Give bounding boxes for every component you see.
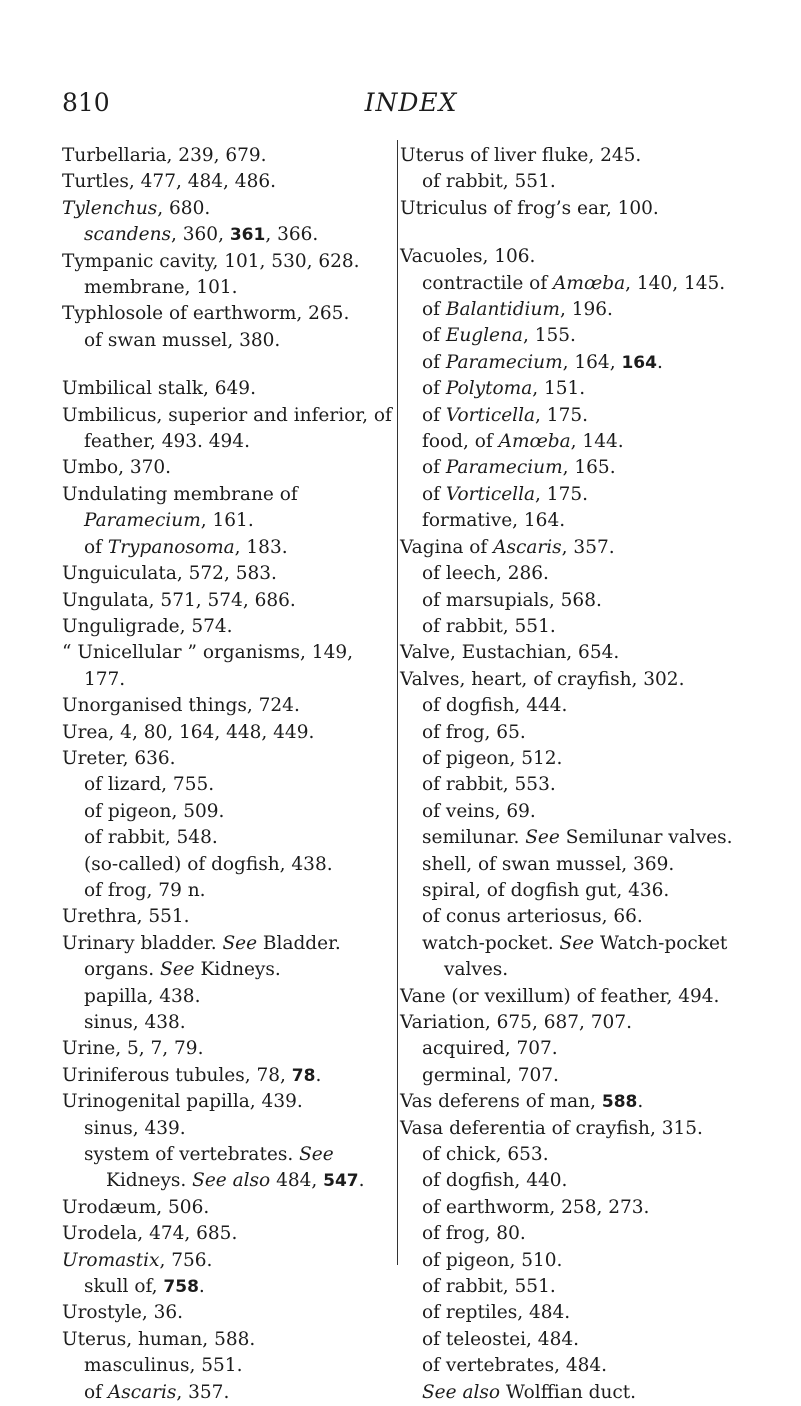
index-entry <box>84 1010 392 1036</box>
index-entry-text: Variation, 675, 687, 707. <box>400 1012 632 1033</box>
index-entry-text: Kidneys. <box>194 959 281 981</box>
index-entry <box>400 640 760 666</box>
index-entry-text: acquired, 707. <box>422 1038 558 1060</box>
index-entry-text: of <box>422 457 446 479</box>
index-entry-text: of pigeon, 509. <box>84 800 225 822</box>
index-entry <box>422 1221 760 1247</box>
index-entry-text: Tylenchus <box>62 197 158 219</box>
index-entry-text: Turbellaria, 239, 679. <box>62 145 267 166</box>
index-entry-text: . <box>315 1064 322 1086</box>
index-entry <box>84 535 392 561</box>
index-entry <box>62 588 392 614</box>
index-entry-text: Ascaris <box>493 536 562 558</box>
index-entry <box>84 825 392 851</box>
index-entry-text: contractile of <box>422 272 554 294</box>
index-entry-text: Umbilicus, superior and inferior, of feather, 493. 494. <box>62 404 392 453</box>
index-entry-text: 758 <box>163 1277 199 1298</box>
index-entry-text: . <box>656 351 663 373</box>
index-entry-text: , 140, 145. <box>625 272 726 294</box>
index-entry <box>84 878 392 904</box>
index-entry <box>422 1380 760 1406</box>
index-entry-text: of dogfish, 440. <box>422 1170 568 1192</box>
page-header <box>62 88 760 128</box>
index-entry-text: Urethra, 551. <box>62 906 190 928</box>
index-entry-text: Unguligrade, 574. <box>62 615 233 637</box>
index-entry <box>62 1248 392 1274</box>
index-entry <box>422 720 760 746</box>
index-entry <box>84 1353 392 1379</box>
index-entry <box>84 1116 392 1142</box>
index-entry <box>62 746 392 772</box>
index-entry-text: semilunar. <box>422 827 526 849</box>
index-entry <box>422 169 760 195</box>
index-entry-text: 361 <box>229 225 266 246</box>
index-entry <box>84 328 392 354</box>
index-entry-text: Unguiculata, 572, 583. <box>62 563 277 585</box>
index-entry-text: Urinogenital papilla, 439. <box>62 1091 303 1113</box>
index-entry-text: Polytoma <box>445 378 533 400</box>
index-entry <box>422 1168 760 1194</box>
index-entry <box>422 1195 760 1221</box>
index-entry-text: of earthworm, 258, 273. <box>422 1196 650 1218</box>
index-entry-text: Utriculus of frog’s ear, 100. <box>400 197 659 219</box>
index-entry <box>62 693 392 719</box>
index-entry-text: of teleostei, 484. <box>422 1328 579 1350</box>
index-entry-text: Urea, 4, 80, 164, 448, 449. <box>62 721 315 743</box>
index-entry-text: “ Unicellular ” organisms, 149, 177. <box>62 642 353 690</box>
index-entry-text: of pigeon, 510. <box>422 1249 563 1271</box>
index-entry-text: Kidneys. <box>106 1170 193 1192</box>
index-entry-text: Urodela, 474, 685. <box>62 1223 238 1245</box>
index-entry-text: 78 <box>291 1065 316 1086</box>
index-entry-text: Bladder. <box>257 932 341 954</box>
index-entry-text: sinus, 438. <box>84 1012 186 1033</box>
index-entry-text: (so-called) of dogfish, 438. <box>84 853 333 875</box>
index-entry <box>422 403 760 429</box>
index-entry-text: of leech, 286. <box>422 563 549 585</box>
index-entry-text: Umbo, 370. <box>62 457 172 479</box>
index-entry <box>400 535 760 561</box>
index-entry-text: 547 <box>323 1171 359 1192</box>
index-entry <box>422 1274 760 1300</box>
index-entry <box>422 376 760 402</box>
index-entry <box>422 561 760 587</box>
index-entry <box>422 1327 760 1353</box>
index-entry <box>62 482 392 535</box>
index-entry-text: masculinus, 551. <box>84 1355 243 1377</box>
index-entry <box>62 455 392 481</box>
index-entry <box>62 1300 392 1326</box>
index-entry-text: , 155. <box>522 325 576 347</box>
index-entry <box>400 667 760 693</box>
index-entry-text: Valve, Eustachian, 654. <box>400 642 620 664</box>
index-entry-text: of <box>84 536 108 558</box>
index-entry-text: See <box>525 827 560 849</box>
index-entry <box>400 244 760 270</box>
index-entry-text: of frog, 79 n. <box>84 879 206 901</box>
index-entry <box>84 957 392 983</box>
index-entry <box>422 271 760 297</box>
index-entry-text: Urostyle, 36. <box>62 1302 183 1324</box>
index-entry-text: . <box>637 1091 644 1113</box>
index-entry <box>422 429 760 455</box>
index-entry-text: of frog, 65. <box>422 721 526 743</box>
index-entry-text: Paramecium <box>84 510 201 532</box>
index-entry <box>400 196 760 222</box>
index-entry-text: Balantidium <box>445 299 560 321</box>
index-entry-text: Vacuoles, 106. <box>400 246 536 268</box>
index-entry-text: See also <box>192 1170 271 1192</box>
index-entry-text: of <box>422 378 446 400</box>
index-entry-text: of rabbit, 548. <box>84 827 218 849</box>
index-entry-text: Paramecium <box>445 351 563 373</box>
index-entry-text: Euglena <box>445 325 523 347</box>
index-entry <box>400 143 760 169</box>
index-entry <box>62 904 392 930</box>
index-entry <box>422 904 760 930</box>
index-entry <box>422 297 760 323</box>
index-entry-text: of marsupials, 568. <box>422 589 602 611</box>
index-entry-text: food, of <box>422 431 499 453</box>
index-entry <box>62 1089 392 1115</box>
index-entry-text: of dogfish, 444. <box>422 695 568 717</box>
index-entry <box>84 1274 392 1300</box>
index-column-left <box>62 143 392 1406</box>
index-entry-text: of <box>422 404 446 426</box>
index-entry-text: Urodæum, 506. <box>62 1196 210 1218</box>
index-entry <box>62 1036 392 1062</box>
index-entry-text: organs. <box>84 959 161 981</box>
index-entry-text: of conus arteriosus, 66. <box>422 906 643 928</box>
index-entry-text: germinal, 707. <box>422 1064 559 1086</box>
index-entry <box>62 1327 392 1353</box>
index-entry-text: of reptiles, 484. <box>422 1302 571 1324</box>
index-entry-text: See <box>299 1144 334 1166</box>
index-entry-text: Ungulata, 571, 574, 686. <box>62 589 296 611</box>
index-entry-text: Ureter, 636. <box>62 747 176 769</box>
index-entry-text: See also <box>422 1381 501 1403</box>
index-entry <box>62 169 392 195</box>
index-entry-text: system of vertebrates. <box>84 1144 300 1166</box>
index-entry-text: 484, <box>270 1170 324 1192</box>
index-entry <box>422 1063 760 1089</box>
index-entry <box>62 640 392 693</box>
index-entry-text: , 161. <box>200 510 254 532</box>
index-entry-text: Vorticella <box>445 483 536 505</box>
index-entry <box>62 403 392 456</box>
index-entry <box>422 746 760 772</box>
index-entry-text: Urinary bladder. <box>62 932 223 954</box>
index-entry <box>62 249 392 275</box>
index-entry <box>422 878 760 904</box>
index-entry-text: , 680. <box>157 197 211 219</box>
index-entry <box>422 1036 760 1062</box>
index-entry-text: Vorticella <box>445 404 536 426</box>
index-entry-text: of swan mussel, 380. <box>84 329 281 351</box>
index-entry-text: Vane (or vexillum) of feather, 494. <box>400 985 720 1007</box>
index-entry-text: Ascaris <box>107 1381 177 1403</box>
index-entry <box>400 1116 760 1142</box>
page-number: 810 <box>62 88 110 117</box>
index-entry-text: of vertebrates, 484. <box>422 1355 608 1377</box>
index-entry-text: , 357. <box>561 536 615 558</box>
index-entry-text: of <box>422 325 446 347</box>
index-entry-text: Tympanic cavity, 101, 530, 628. <box>62 250 360 272</box>
index-entry <box>422 1248 760 1274</box>
index-entry <box>62 196 392 222</box>
index-entry-text: sinus, 439. <box>84 1117 186 1139</box>
index-entry-text: spiral, of dogfish gut, 436. <box>422 879 670 901</box>
index-entry-text: 164 <box>621 352 657 373</box>
index-entry <box>62 561 392 587</box>
index-entry-text: Semilunar valves. <box>559 827 733 849</box>
index-entry-text: of veins, 69. <box>422 800 536 822</box>
index-entry-text: , 360, <box>171 224 230 246</box>
index-entry-text: Umbilical stalk, 649. <box>62 378 256 400</box>
index-entry <box>62 614 392 640</box>
index-entry-text: , 175. <box>535 404 588 426</box>
index-entry <box>62 931 392 957</box>
index-entry <box>62 143 392 169</box>
index-entry-text: Trypanosoma <box>107 536 235 558</box>
index-entry-text: , 144. <box>570 431 624 453</box>
index-entry-text: of chick, 653. <box>422 1144 549 1166</box>
index-entry-text: of rabbit, 551. <box>422 1276 556 1298</box>
column-divider <box>397 140 398 1265</box>
index-entry-text: Undulating membrane of <box>62 483 298 505</box>
index-entry-text: Typhlosole of earthworm, 265. <box>62 303 350 325</box>
index-entry-text: , 183. <box>234 536 288 558</box>
index-entry-text: of pigeon, 512. <box>422 747 563 769</box>
index-entry-text: of <box>422 299 446 321</box>
index-entry-text: scandens <box>84 224 171 246</box>
index-entry-text: Turtles, 477, 484, 486. <box>62 171 276 193</box>
index-entry-text: papilla, 438. <box>84 985 201 1007</box>
index-entry <box>84 1142 392 1195</box>
index-entry <box>422 825 760 851</box>
index-entry-text: Valves, heart, of crayfish, 302. <box>400 668 685 690</box>
index-entry-text: , 151. <box>532 378 586 400</box>
index-entry-text: of <box>422 483 446 505</box>
index-entry-text: Watch-pocket valves. <box>444 932 728 981</box>
index-entry-text: 588 <box>601 1092 638 1113</box>
index-entry-text: Unorganised things, 724. <box>62 695 300 717</box>
index-entry-text: , 357. <box>176 1381 230 1403</box>
index-entry <box>400 1089 760 1115</box>
index-entry-text: membrane, 101. <box>84 277 238 299</box>
index-entry-text: of rabbit, 551. <box>422 171 556 193</box>
index-entry <box>62 1221 392 1247</box>
index-entry-text: . <box>358 1170 365 1192</box>
index-entry <box>422 614 760 640</box>
index-entry <box>62 376 392 402</box>
index-entry-text: Uterus of liver fluke, 245. <box>400 145 642 166</box>
index-entry-text: See <box>222 932 258 954</box>
index-entry <box>84 772 392 798</box>
index-entry-text: Uriniferous tubules, 78, <box>62 1064 292 1086</box>
index-entry <box>422 1300 760 1326</box>
index-entry <box>84 852 392 878</box>
index-entry-text: of rabbit, 551. <box>422 615 556 637</box>
index-entry-text: See <box>559 932 595 954</box>
index-entry-text: of lizard, 755. <box>84 774 215 796</box>
index-entry <box>62 1063 392 1089</box>
index-entry <box>62 720 392 746</box>
index-entry-text: of <box>422 351 446 373</box>
index-entry <box>422 693 760 719</box>
index-column-right <box>400 143 760 1406</box>
index-entry-text: watch-pocket. <box>422 932 560 954</box>
index-entry-text: , 164, <box>562 351 622 373</box>
index-entry <box>400 1010 760 1036</box>
index-entry-text: Vagina of <box>400 536 494 558</box>
index-entry <box>422 852 760 878</box>
index-entry <box>62 301 392 327</box>
index-entry-text: skull of, <box>84 1276 164 1298</box>
index-entry <box>422 323 760 349</box>
index-entry-text: Vas deferens of man, <box>400 1091 602 1113</box>
index-entry <box>84 799 392 825</box>
index-entry <box>422 799 760 825</box>
running-title: INDEX <box>364 88 458 117</box>
index-entry <box>422 455 760 481</box>
index-entry <box>84 222 392 248</box>
index-entry <box>422 508 760 534</box>
index-entry <box>422 1353 760 1379</box>
index-entry <box>422 772 760 798</box>
index-entry-text: See <box>160 959 195 981</box>
index-entry <box>84 275 392 301</box>
index-entry <box>422 931 760 984</box>
index-entry-text: Vasa deferentia of crayfish, 315. <box>400 1117 703 1139</box>
index-entry <box>422 350 760 376</box>
index-entry-text: Amœba <box>498 431 571 453</box>
index-entry-text: , 165. <box>562 457 616 479</box>
index-entry-text: shell, of swan mussel, 369. <box>422 853 675 875</box>
index-entry <box>422 482 760 508</box>
index-entry <box>422 588 760 614</box>
index-entry-text: , 196. <box>559 299 613 321</box>
index-entry-text: Uromastix <box>62 1249 160 1271</box>
index-entry-text: formative, 164. <box>422 510 566 532</box>
index-entry-text: Paramecium <box>445 457 563 479</box>
index-entry-text: . <box>198 1276 205 1298</box>
index-entry <box>400 984 760 1010</box>
index-entry-text: of frog, 80. <box>422 1223 526 1245</box>
index-entry-text: of rabbit, 553. <box>422 774 556 796</box>
index-entry-text: Amœba <box>553 272 626 294</box>
index-entry-text: , 175. <box>535 483 588 505</box>
index-entry <box>62 1195 392 1221</box>
index-entry-text: Uterus, human, 588. <box>62 1328 256 1350</box>
index-entry-text: of <box>84 1381 108 1403</box>
index-entry-text: , 756. <box>159 1249 213 1271</box>
index-entry <box>422 1142 760 1168</box>
index-entry <box>84 984 392 1010</box>
index-entry-text: , 366. <box>265 224 319 246</box>
index-entry-text: Wolffian duct. <box>500 1381 637 1403</box>
index-entry-text: Urine, 5, 7, 79. <box>62 1038 204 1060</box>
index-entry <box>84 1380 392 1406</box>
